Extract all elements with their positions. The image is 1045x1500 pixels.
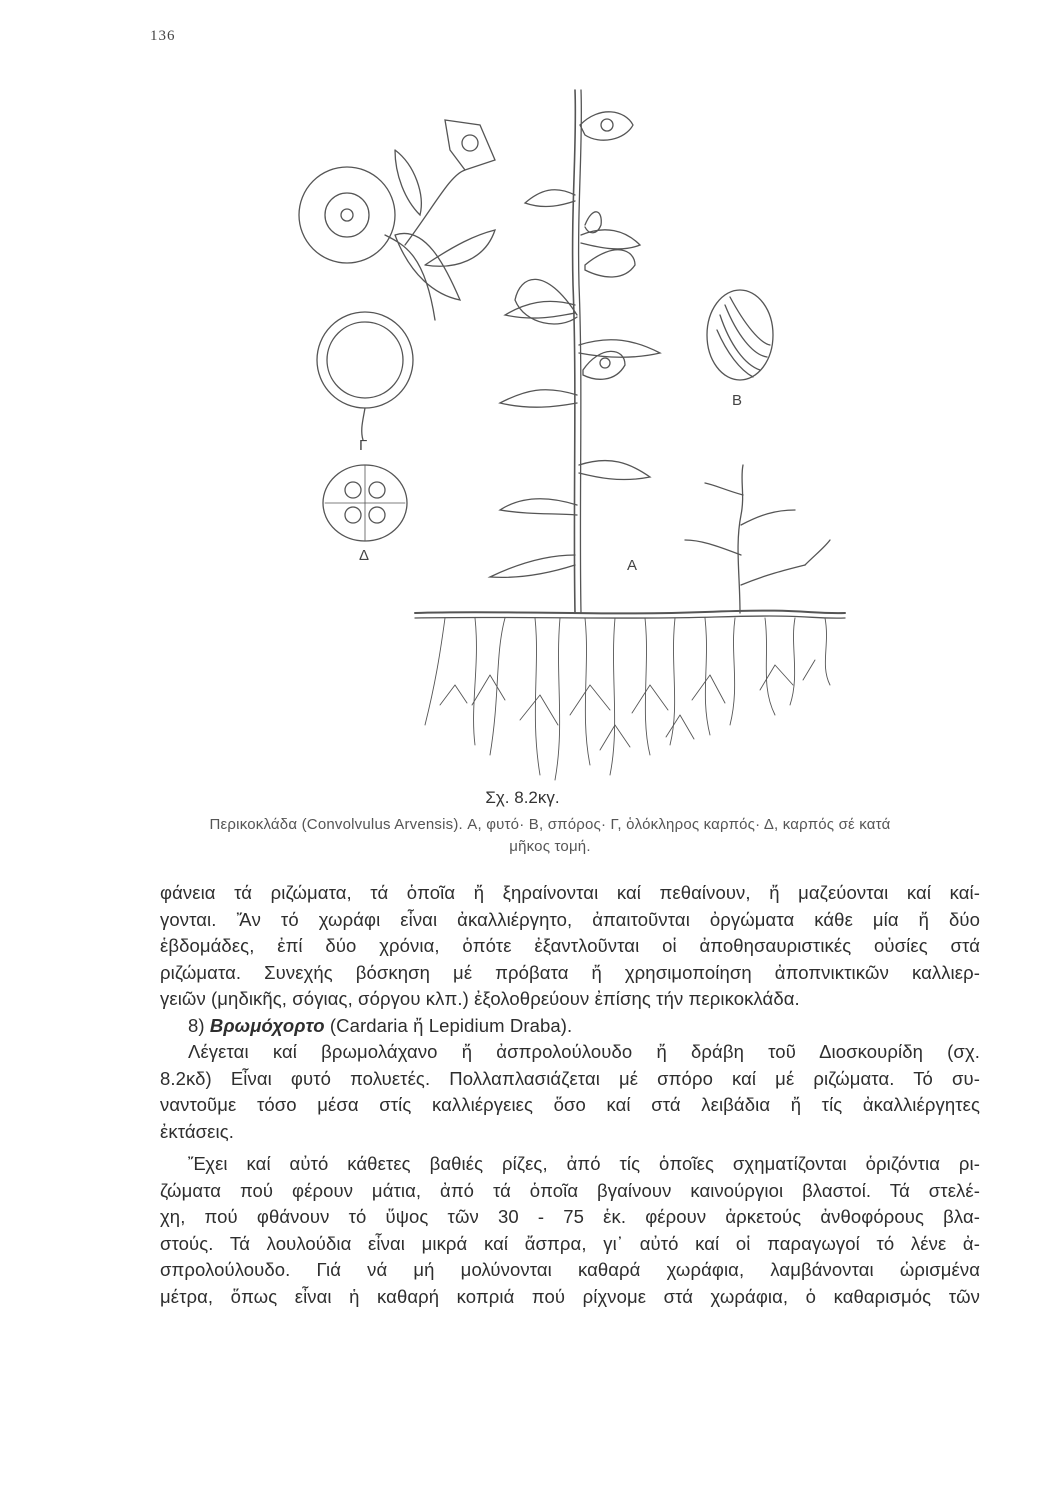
heading-number: 8) [188,1014,205,1036]
label-gamma: Γ [359,437,368,454]
young-plant [685,465,830,613]
paragraph-line: γειῶν (μηδικῆς, σόγιας, σόργου κλπ.) ἐξολοθρεύουν ἐπίσης τήν περικοκλάδα. [160,988,800,1009]
figure-caption [160,814,940,858]
caption-line: Περικοκλάδα (Convolvulus Arvensis). A, φυτό· B, σπόρος· Γ, ὁλόκληρος καρπός· Δ, καρπός σέ κατά [209,816,891,833]
ground-line [415,611,845,614]
paragraph-line: ναντοῦμε τόσο μέσα στίς καλλιέργειες ὅσο καί στά λειβάδια ἤ τίς ἀκαλλιέργητες [160,1094,980,1115]
plant-illustration [285,85,855,785]
paragraph-line: ριζώματα. Συνεχής βόσκηση μέ πρόβατα ἤ χρησιμοποίηση ἀποπνικτικῶν καλλιερ- [160,961,980,983]
paragraph-line: φάνεια τά ριζώματα, τά ὁποῖα ἤ ξηραίνονται καί πεθαίνουν, ἤ μαζεύονται καί καί- [160,882,980,903]
paragraph-line: στούς. Τά λουλούδια εἶναι μικρά καί ἄσπρα, γι᾿ αὐτό καί οἱ παραγωγοί τό λένε ἀ- [160,1232,980,1254]
convolvulus-drawing [285,85,855,785]
caption-line: μῆκος τομή. [509,838,591,855]
heading-name: Βρωμόχορτο [209,1014,325,1036]
seed-drawing [707,290,773,380]
fruit-drawing [317,312,413,440]
paragraph-line: μέτρα, ὅπως εἶναι ἡ καθαρή κοπριά πού ρίχνομε στά χωράφια, ὁ καθαρισμός τῶν [160,1285,980,1307]
figure-caption-title: Σχ. 8.2κγ. [485,788,560,807]
roots [425,618,830,780]
paragraph-line: γονται. Ἄν τό χωράφι εἶναι ἀκαλλιέργητο, ἀπαιτοῦνται ὀργώματα κάθε μία ἤ δύο [160,908,980,930]
main-stem [573,90,576,613]
paragraph-line: Ἔχει καί αὐτό κάθετες βαθιές ρίζες, ἀπό τίς ὁποῖες σχηματίζονται ὁριζόντια ρι- [188,1153,980,1174]
label-delta: Δ [359,547,370,564]
page-number: 136 [150,28,176,44]
fruit-section-drawing [323,465,407,541]
label-b: B [732,392,743,409]
heading-latin: (Cardaria ἤ Lepidium Draba). [329,1014,573,1036]
paragraph-line: χη, πού φθάνουν τό ὕψος τῶν 30 - 75 ἑκ. φέρουν ἀρκετούς ἀνθοφόρους βλα- [160,1206,980,1227]
paragraph-line: 8.2κδ) Εἶναι φυτό πολυετές. Πολλαπλασιάζεται μέ σπόρο καί μέ ριζώματα. Τό συ- [160,1067,980,1089]
paragraph-line: ἑβδομάδες, ἐπί δύο χρόνια, ὁπότε ἐξαντλοῦνται οἱ ἀποθησαυριστικές οὐσίες στά [160,935,980,956]
paragraph-line: Λέγεται καί βρωμολάχανο ἤ ἀσπρολούλουδο ἤ δράβη τοῦ Διοσκουρίδη (σχ. [188,1041,980,1062]
flower-cluster [299,120,495,320]
paragraph-line: ζώματα πού φέρουν μάτια, ἀπό τά ὁποῖα βγαίνουν καινούργιοι βλαστοί. Τά στελέ- [160,1179,980,1201]
section-heading [160,1013,980,1040]
label-a: A [627,557,638,574]
body-text [160,880,980,1310]
paragraph-line: σπρολούλουδο. Γιά νά μή μολύνονται καθαρά χωράφια, λαμβάνονται ὡρισμένα [160,1259,980,1280]
paragraph-line: ἐκτάσεις. [160,1120,234,1142]
